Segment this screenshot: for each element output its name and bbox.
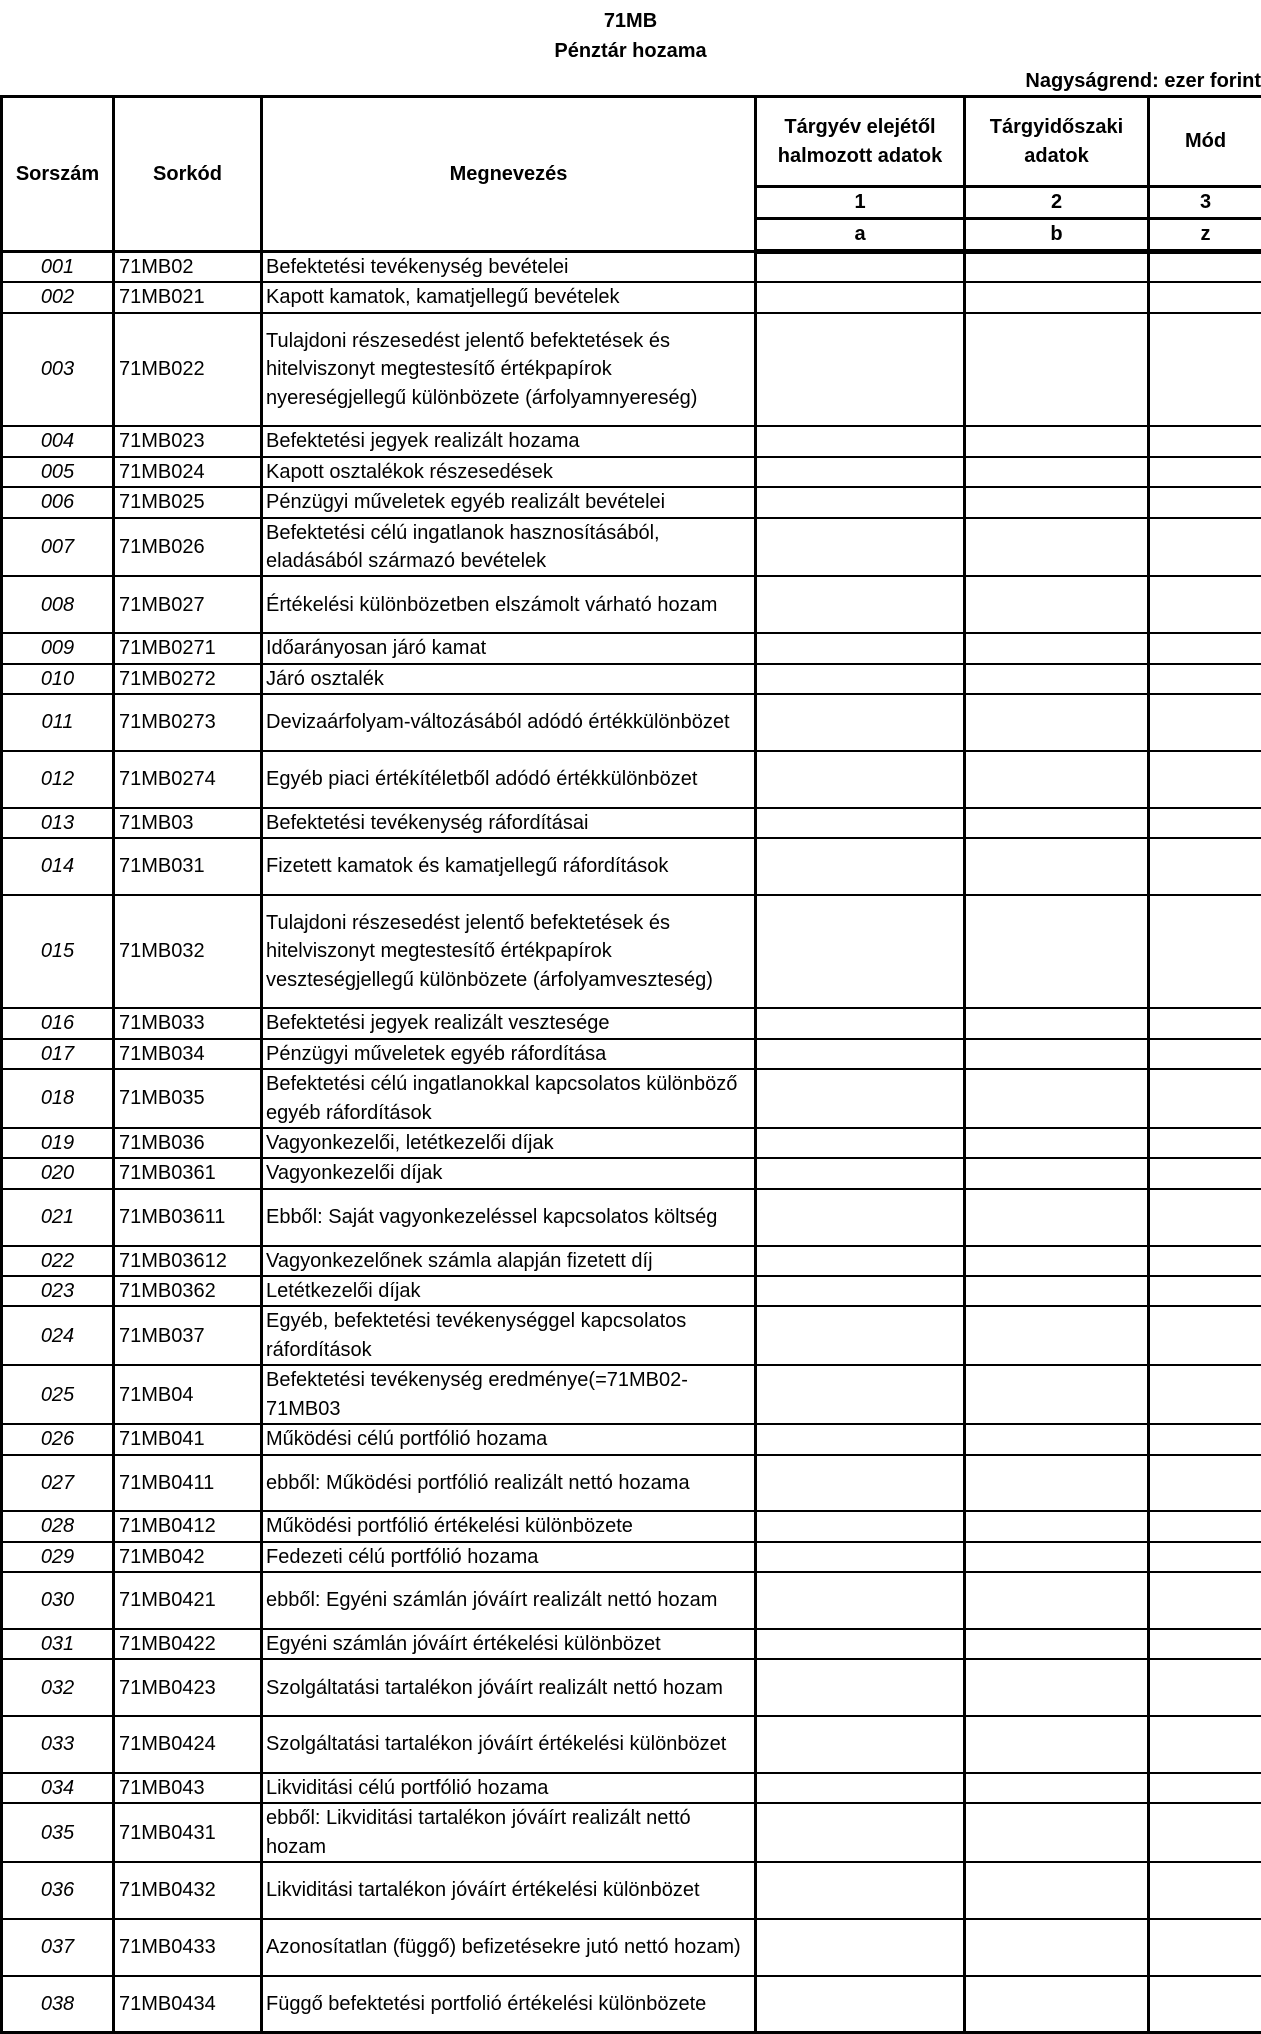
- value-cell-a[interactable]: [756, 1716, 965, 1773]
- value-cell-b[interactable]: [965, 1629, 1149, 1659]
- row-code: 71MB041: [114, 1424, 262, 1454]
- row-name: Befektetési célú ingatlanok hasznosításából, eladásából származó bevételek: [262, 518, 756, 577]
- value-cell-b[interactable]: [965, 1542, 1149, 1572]
- table-row: [2, 1919, 1261, 1976]
- table-row: [2, 1128, 1261, 1158]
- value-cell-b[interactable]: [965, 808, 1149, 838]
- table-row: [2, 1542, 1261, 1572]
- table-row: [2, 895, 1261, 1009]
- row-name: Vagyonkezelői, letétkezelői díjak: [262, 1128, 756, 1158]
- table-row: [2, 1773, 1261, 1803]
- row-number: 014: [2, 838, 114, 895]
- value-cell-z[interactable]: [1149, 1629, 1261, 1659]
- value-cell-z[interactable]: [1149, 282, 1261, 312]
- row-name: Tulajdoni részesedést jelentő befektetések és hitelviszonyt megtestesítő értékpapírok nyereségjellegű különbözete (árfolyamnyereség): [262, 313, 756, 427]
- row-number: 004: [2, 426, 114, 456]
- value-cell-a[interactable]: [756, 1246, 965, 1276]
- row-name: Befektetési tevékenység ráfordításai: [262, 808, 756, 838]
- table-row: [2, 1455, 1261, 1512]
- value-cell-a[interactable]: [756, 1306, 965, 1365]
- row-name: Befektetési tevékenység bevételei: [262, 252, 756, 283]
- header-let3: z: [1149, 219, 1261, 252]
- row-number: 026: [2, 1424, 114, 1454]
- row-number: 006: [2, 487, 114, 517]
- value-cell-b[interactable]: [965, 1365, 1149, 1424]
- row-code: 71MB034: [114, 1039, 262, 1069]
- value-cell-a[interactable]: [756, 838, 965, 895]
- value-cell-z[interactable]: [1149, 1158, 1261, 1188]
- row-name: Fedezeti célú portfólió hozama: [262, 1542, 756, 1572]
- row-code: 71MB023: [114, 426, 262, 456]
- value-cell-z[interactable]: [1149, 487, 1261, 517]
- row-number: 022: [2, 1246, 114, 1276]
- value-cell-b[interactable]: [965, 1455, 1149, 1512]
- value-cell-b[interactable]: [965, 1511, 1149, 1541]
- value-cell-z[interactable]: [1149, 1455, 1261, 1512]
- table-row: [2, 1008, 1261, 1038]
- value-cell-a[interactable]: [756, 1659, 965, 1716]
- value-cell-b[interactable]: [965, 1803, 1149, 1862]
- row-code: 71MB03612: [114, 1246, 262, 1276]
- row-code: 71MB032: [114, 895, 262, 1009]
- value-cell-z[interactable]: [1149, 252, 1261, 283]
- row-name: Működési portfólió értékelési különbözete: [262, 1511, 756, 1541]
- row-code: 71MB0434: [114, 1976, 262, 2033]
- value-cell-b[interactable]: [965, 313, 1149, 427]
- row-code: 71MB04: [114, 1365, 262, 1424]
- value-cell-z[interactable]: [1149, 1276, 1261, 1306]
- value-cell-b[interactable]: [965, 282, 1149, 312]
- row-number: 017: [2, 1039, 114, 1069]
- header-let1: a: [756, 219, 965, 252]
- value-cell-a[interactable]: [756, 895, 965, 1009]
- value-cell-a[interactable]: [756, 518, 965, 577]
- row-number: 033: [2, 1716, 114, 1773]
- row-number: 012: [2, 751, 114, 808]
- row-code: 71MB042: [114, 1542, 262, 1572]
- value-cell-a[interactable]: [756, 1919, 965, 1976]
- value-cell-b[interactable]: [965, 1306, 1149, 1365]
- table-row: [2, 1659, 1261, 1716]
- value-cell-a[interactable]: [756, 633, 965, 663]
- value-cell-z[interactable]: [1149, 808, 1261, 838]
- row-number: 025: [2, 1365, 114, 1424]
- table-row: [2, 664, 1261, 694]
- row-code: 71MB03611: [114, 1189, 262, 1246]
- header-num1: 1: [756, 187, 965, 219]
- row-code: 71MB0422: [114, 1629, 262, 1659]
- row-name: Járó osztalék: [262, 664, 756, 694]
- header-col3: Mód: [1149, 97, 1261, 187]
- value-cell-b[interactable]: [965, 1276, 1149, 1306]
- row-code: 71MB036: [114, 1128, 262, 1158]
- row-name: Pénzügyi műveletek egyéb ráfordítása: [262, 1039, 756, 1069]
- row-code: 71MB0362: [114, 1276, 262, 1306]
- table-row: [2, 426, 1261, 456]
- value-cell-b[interactable]: [965, 487, 1149, 517]
- value-cell-z[interactable]: [1149, 1542, 1261, 1572]
- row-code: 71MB0421: [114, 1572, 262, 1629]
- value-cell-a[interactable]: [756, 1773, 965, 1803]
- row-name: Ebből: Saját vagyonkezeléssel kapcsolatos költség: [262, 1189, 756, 1246]
- value-cell-b[interactable]: [965, 838, 1149, 895]
- table-row: [2, 1069, 1261, 1128]
- table-header: [2, 97, 1261, 252]
- value-cell-z[interactable]: [1149, 1803, 1261, 1862]
- table-row: [2, 694, 1261, 751]
- value-cell-a[interactable]: [756, 1128, 965, 1158]
- value-cell-z[interactable]: [1149, 633, 1261, 663]
- row-name: Kapott osztalékok részesedések: [262, 457, 756, 487]
- value-cell-b[interactable]: [965, 1572, 1149, 1629]
- table-row: [2, 1716, 1261, 1773]
- table-row: [2, 518, 1261, 577]
- header-sorkod: Sorkód: [114, 97, 262, 252]
- value-cell-a[interactable]: [756, 1572, 965, 1629]
- value-cell-b[interactable]: [965, 1716, 1149, 1773]
- row-name: Egyéb, befektetési tevékenységgel kapcsolatos ráfordítások: [262, 1306, 756, 1365]
- row-number: 032: [2, 1659, 114, 1716]
- row-name: ebből: Likviditási tartalékon jóváírt realizált nettó hozam: [262, 1803, 756, 1862]
- value-cell-b[interactable]: [965, 252, 1149, 283]
- row-number: 005: [2, 457, 114, 487]
- table-row: [2, 1976, 1261, 2033]
- header-col2: Tárgyidőszaki adatok: [965, 97, 1149, 187]
- row-number: 002: [2, 282, 114, 312]
- value-cell-z[interactable]: [1149, 576, 1261, 633]
- value-cell-z[interactable]: [1149, 1716, 1261, 1773]
- row-code: 71MB025: [114, 487, 262, 517]
- table-row: [2, 1803, 1261, 1862]
- value-cell-b[interactable]: [965, 1039, 1149, 1069]
- value-cell-b[interactable]: [965, 1424, 1149, 1454]
- row-code: 71MB026: [114, 518, 262, 577]
- table-row: [2, 1158, 1261, 1188]
- row-number: 020: [2, 1158, 114, 1188]
- value-cell-a[interactable]: [756, 1276, 965, 1306]
- value-cell-b[interactable]: [965, 1128, 1149, 1158]
- table-row: [2, 1511, 1261, 1541]
- row-number: 008: [2, 576, 114, 633]
- value-cell-b[interactable]: [965, 1976, 1149, 2033]
- header-sorszam: Sorszám: [2, 97, 114, 252]
- value-cell-b[interactable]: [965, 457, 1149, 487]
- value-cell-b[interactable]: [965, 1773, 1149, 1803]
- value-cell-a[interactable]: [756, 1542, 965, 1572]
- value-cell-a[interactable]: [756, 1158, 965, 1188]
- row-number: 010: [2, 664, 114, 694]
- value-cell-z[interactable]: [1149, 1976, 1261, 2033]
- row-name: Egyéni számlán jóváírt értékelési különbözet: [262, 1629, 756, 1659]
- value-cell-a[interactable]: [756, 808, 965, 838]
- value-cell-a[interactable]: [756, 457, 965, 487]
- value-cell-z[interactable]: [1149, 1128, 1261, 1158]
- value-cell-a[interactable]: [756, 751, 965, 808]
- table-row: [2, 1629, 1261, 1659]
- value-cell-z[interactable]: [1149, 1572, 1261, 1629]
- row-code: 71MB043: [114, 1773, 262, 1803]
- value-cell-z[interactable]: [1149, 1189, 1261, 1246]
- value-cell-a[interactable]: [756, 1424, 965, 1454]
- row-code: 71MB03: [114, 808, 262, 838]
- value-cell-z[interactable]: [1149, 664, 1261, 694]
- table-row: [2, 1424, 1261, 1454]
- row-name: Letétkezelői díjak: [262, 1276, 756, 1306]
- value-cell-z[interactable]: [1149, 1862, 1261, 1919]
- row-name: Értékelési különbözetben elszámolt várható hozam: [262, 576, 756, 633]
- table-row: [2, 313, 1261, 427]
- row-number: 001: [2, 252, 114, 283]
- value-cell-z[interactable]: [1149, 895, 1261, 1009]
- value-cell-b[interactable]: [965, 1659, 1149, 1716]
- row-number: 009: [2, 633, 114, 663]
- header-num2: 2: [965, 187, 1149, 219]
- value-cell-a[interactable]: [756, 576, 965, 633]
- row-name: Likviditási célú portfólió hozama: [262, 1773, 756, 1803]
- report-table: [0, 95, 1261, 2034]
- row-number: 018: [2, 1069, 114, 1128]
- value-cell-a[interactable]: [756, 282, 965, 312]
- row-code: 71MB02: [114, 252, 262, 283]
- row-number: 003: [2, 313, 114, 427]
- value-cell-z[interactable]: [1149, 1773, 1261, 1803]
- row-code: 71MB0361: [114, 1158, 262, 1188]
- table-row: [2, 751, 1261, 808]
- row-name: ebből: Működési portfólió realizált nettó hozama: [262, 1455, 756, 1512]
- row-number: 015: [2, 895, 114, 1009]
- row-number: 029: [2, 1542, 114, 1572]
- row-code: 71MB0272: [114, 664, 262, 694]
- table-row: [2, 487, 1261, 517]
- table-row: [2, 1246, 1261, 1276]
- table-row: [2, 808, 1261, 838]
- value-cell-a[interactable]: [756, 313, 965, 427]
- value-cell-b[interactable]: [965, 1919, 1149, 1976]
- value-cell-b[interactable]: [965, 664, 1149, 694]
- value-cell-a[interactable]: [756, 487, 965, 517]
- value-cell-z[interactable]: [1149, 1659, 1261, 1716]
- value-cell-b[interactable]: [965, 1008, 1149, 1038]
- row-name: Egyéb piaci értékítéletből adódó értékkülönbözet: [262, 751, 756, 808]
- value-cell-z[interactable]: [1149, 1069, 1261, 1128]
- value-cell-z[interactable]: [1149, 1039, 1261, 1069]
- value-cell-a[interactable]: [756, 1511, 965, 1541]
- row-name: Befektetési tevékenység eredménye(=71MB02-71MB03: [262, 1365, 756, 1424]
- value-cell-a[interactable]: [756, 1365, 965, 1424]
- row-number: 023: [2, 1276, 114, 1306]
- row-number: 016: [2, 1008, 114, 1038]
- row-code: 71MB0432: [114, 1862, 262, 1919]
- row-name: Befektetési jegyek realizált vesztesége: [262, 1008, 756, 1038]
- row-name: Kapott kamatok, kamatjellegű bevételek: [262, 282, 756, 312]
- table-row: [2, 838, 1261, 895]
- row-code: 71MB0433: [114, 1919, 262, 1976]
- table-body: [2, 252, 1261, 2033]
- row-code: 71MB0411: [114, 1455, 262, 1512]
- row-number: 007: [2, 518, 114, 577]
- value-cell-b[interactable]: [965, 576, 1149, 633]
- table-row: [2, 1189, 1261, 1246]
- row-code: 71MB0273: [114, 694, 262, 751]
- row-code: 71MB0271: [114, 633, 262, 663]
- row-number: 038: [2, 1976, 114, 2033]
- table-row: [2, 633, 1261, 663]
- value-cell-z[interactable]: [1149, 457, 1261, 487]
- row-name: Időarányosan járó kamat: [262, 633, 756, 663]
- value-cell-a[interactable]: [756, 694, 965, 751]
- row-name: Tulajdoni részesedést jelentő befektetések és hitelviszonyt megtestesítő értékpapírok veszteségjellegű különbözete (árfolyamveszteség): [262, 895, 756, 1009]
- row-number: 013: [2, 808, 114, 838]
- table-row: [2, 576, 1261, 633]
- row-code: 71MB0431: [114, 1803, 262, 1862]
- value-cell-a[interactable]: [756, 1455, 965, 1512]
- value-cell-a[interactable]: [756, 426, 965, 456]
- row-code: 71MB0424: [114, 1716, 262, 1773]
- value-cell-a[interactable]: [756, 1803, 965, 1862]
- header-let2: b: [965, 219, 1149, 252]
- row-number: 027: [2, 1455, 114, 1512]
- value-cell-z[interactable]: [1149, 1306, 1261, 1365]
- value-cell-z[interactable]: [1149, 1424, 1261, 1454]
- row-name: Pénzügyi műveletek egyéb realizált bevételei: [262, 487, 756, 517]
- row-code: 71MB037: [114, 1306, 262, 1365]
- value-cell-b[interactable]: [965, 694, 1149, 751]
- row-number: 034: [2, 1773, 114, 1803]
- row-name: Befektetési célú ingatlanokkal kapcsolatos különböző egyéb ráfordítások: [262, 1069, 756, 1128]
- row-name: Függő befektetési portfolió értékelési különbözete: [262, 1976, 756, 2033]
- value-cell-b[interactable]: [965, 895, 1149, 1009]
- table-row: [2, 457, 1261, 487]
- value-cell-b[interactable]: [965, 1246, 1149, 1276]
- row-number: 019: [2, 1128, 114, 1158]
- row-code: 71MB035: [114, 1069, 262, 1128]
- value-cell-a[interactable]: [756, 1189, 965, 1246]
- value-cell-b[interactable]: [965, 751, 1149, 808]
- row-code: 71MB033: [114, 1008, 262, 1038]
- row-code: 71MB024: [114, 457, 262, 487]
- value-cell-z[interactable]: [1149, 694, 1261, 751]
- value-cell-b[interactable]: [965, 1189, 1149, 1246]
- value-cell-a[interactable]: [756, 1976, 965, 2033]
- value-cell-b[interactable]: [965, 518, 1149, 577]
- value-cell-z[interactable]: [1149, 1008, 1261, 1038]
- table-row: [2, 282, 1261, 312]
- row-number: 035: [2, 1803, 114, 1862]
- value-cell-z[interactable]: [1149, 313, 1261, 427]
- value-cell-a[interactable]: [756, 1862, 965, 1919]
- value-cell-z[interactable]: [1149, 1365, 1261, 1424]
- form-code: 71MB: [0, 10, 1261, 33]
- table-row: [2, 1276, 1261, 1306]
- row-name: Szolgáltatási tartalékon jóváírt realizált nettó hozam: [262, 1659, 756, 1716]
- value-cell-a[interactable]: [756, 1008, 965, 1038]
- value-cell-b[interactable]: [965, 1862, 1149, 1919]
- value-cell-a[interactable]: [756, 1629, 965, 1659]
- row-number: 011: [2, 694, 114, 751]
- row-code: 71MB021: [114, 282, 262, 312]
- form-title: Pénztár hozama: [0, 40, 1261, 63]
- row-code: 71MB0423: [114, 1659, 262, 1716]
- table-row: [2, 252, 1261, 283]
- row-number: 036: [2, 1862, 114, 1919]
- row-code: 71MB0412: [114, 1511, 262, 1541]
- table-row: [2, 1039, 1261, 1069]
- row-name: Devizaárfolyam-változásából adódó értékkülönbözet: [262, 694, 756, 751]
- row-number: 028: [2, 1511, 114, 1541]
- value-cell-b[interactable]: [965, 1158, 1149, 1188]
- row-name: Működési célú portfólió hozama: [262, 1424, 756, 1454]
- row-name: Azonosítatlan (függő) befizetésekre jutó nettó hozam): [262, 1919, 756, 1976]
- row-number: 021: [2, 1189, 114, 1246]
- header-col1: Tárgyév elejétől halmozott adatok: [756, 97, 965, 187]
- row-name: Vagyonkezelői díjak: [262, 1158, 756, 1188]
- table-row: [2, 1365, 1261, 1424]
- row-number: 024: [2, 1306, 114, 1365]
- value-cell-z[interactable]: [1149, 1919, 1261, 1976]
- unit-label: Nagyságrend: ezer forint: [1025, 70, 1261, 93]
- value-cell-b[interactable]: [965, 426, 1149, 456]
- row-name: ebből: Egyéni számlán jóváírt realizált nettó hozam: [262, 1572, 756, 1629]
- row-code: 71MB027: [114, 576, 262, 633]
- value-cell-a[interactable]: [756, 1069, 965, 1128]
- value-cell-z[interactable]: [1149, 751, 1261, 808]
- value-cell-z[interactable]: [1149, 518, 1261, 577]
- table-row: [2, 1572, 1261, 1629]
- row-number: 030: [2, 1572, 114, 1629]
- value-cell-z[interactable]: [1149, 1246, 1261, 1276]
- row-name: Likviditási tartalékon jóváírt értékelési különbözet: [262, 1862, 756, 1919]
- value-cell-a[interactable]: [756, 664, 965, 694]
- value-cell-z[interactable]: [1149, 426, 1261, 456]
- row-code: 71MB031: [114, 838, 262, 895]
- header-megnevezes: Megnevezés: [262, 97, 756, 252]
- value-cell-b[interactable]: [965, 633, 1149, 663]
- row-number: 031: [2, 1629, 114, 1659]
- table-row: [2, 1862, 1261, 1919]
- value-cell-a[interactable]: [756, 252, 965, 283]
- header-num3: 3: [1149, 187, 1261, 219]
- table-row: [2, 1306, 1261, 1365]
- row-code: 71MB0274: [114, 751, 262, 808]
- row-code: 71MB022: [114, 313, 262, 427]
- row-name: Fizetett kamatok és kamatjellegű ráfordítások: [262, 838, 756, 895]
- row-name: Szolgáltatási tartalékon jóváírt értékelési különbözet: [262, 1716, 756, 1773]
- value-cell-b[interactable]: [965, 1069, 1149, 1128]
- row-name: Vagyonkezelőnek számla alapján fizetett díj: [262, 1246, 756, 1276]
- row-number: 037: [2, 1919, 114, 1976]
- value-cell-a[interactable]: [756, 1039, 965, 1069]
- value-cell-z[interactable]: [1149, 1511, 1261, 1541]
- value-cell-z[interactable]: [1149, 838, 1261, 895]
- row-name: Befektetési jegyek realizált hozama: [262, 426, 756, 456]
